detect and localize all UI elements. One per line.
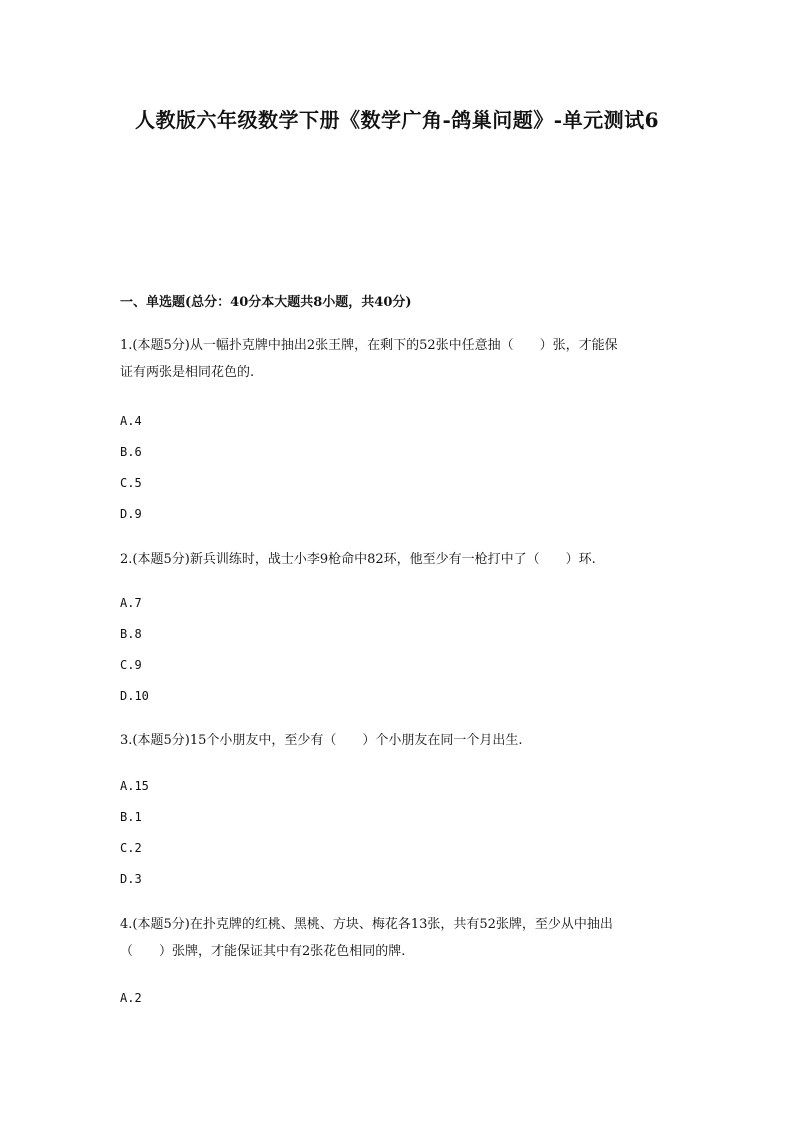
question-3-option-d: D.3	[120, 872, 142, 886]
section-heading: 一、单选题(总分：40分本大题共8小题，共40分)	[120, 295, 412, 310]
question-4-line-1: 4.(本题5分)在扑克牌的红桃、黑桃、方块、梅花各13张，共有52张牌，至少从中抽出	[120, 917, 613, 932]
question-2-option-b: B.8	[120, 627, 142, 641]
document-title: 人教版六年级数学下册《数学广角-鸽巢问题》-单元测试6	[134, 108, 660, 132]
question-1-option-c: C.5	[120, 476, 142, 490]
question-2-text	[120, 546, 680, 573]
question-3-option-b: B.1	[120, 810, 142, 824]
question-3-text	[120, 727, 680, 754]
question-3-option-c: C.2	[120, 841, 142, 855]
question-1-option-b: B.6	[120, 445, 142, 459]
question-2-option-a: A.7	[120, 596, 142, 610]
question-1-line-1: 1.(本题5分)从一幅扑克牌中抽出2张王牌，在剩下的52张中任意抽（ ）张，才能保	[120, 338, 618, 353]
question-1-line-2: 证有两张是相同花色的.	[120, 365, 255, 380]
question-1-text	[120, 332, 680, 386]
question-3-line-1: 3.(本题5分)15个小朋友中，至少有（ ）个小朋友在同一个月出生.	[120, 733, 523, 748]
question-4-option-a: A.2	[120, 991, 142, 1005]
question-4-line-2: （ ）张牌，才能保证其中有2张花色相同的牌.	[120, 944, 406, 959]
question-2-option-d: D.10	[120, 689, 149, 703]
question-1-option-a: A.4	[120, 414, 142, 428]
question-4-text	[120, 911, 680, 965]
question-3-option-a: A.15	[120, 779, 149, 793]
question-1-option-d: D.9	[120, 507, 142, 521]
question-2-option-c: C.9	[120, 658, 142, 672]
question-2-line-1: 2.(本题5分)新兵训练时，战士小李9枪命中82环，他至少有一枪打中了（ ）环.	[120, 552, 596, 567]
